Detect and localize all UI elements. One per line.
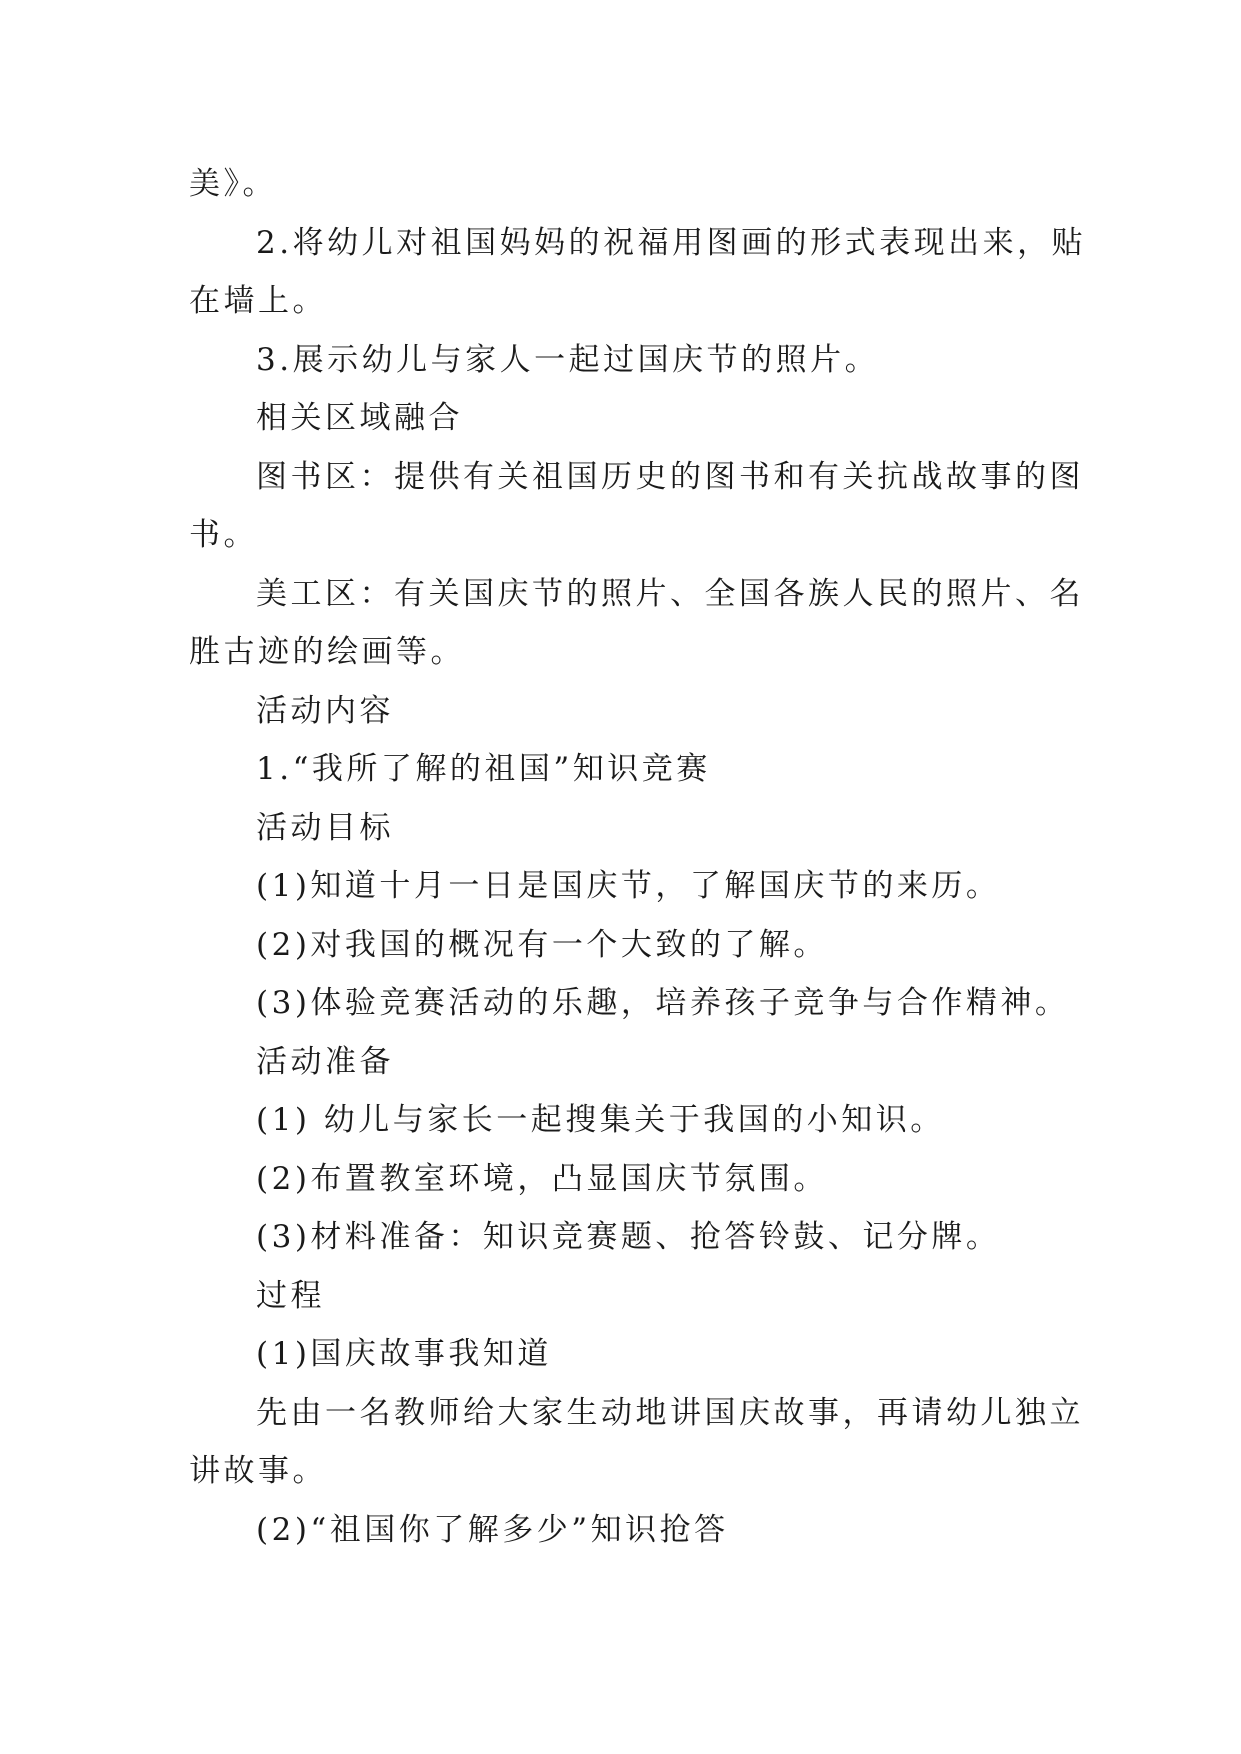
text-line: (2)布置教室环境，凸显国庆节氛围。 [256,1160,828,1197]
text-line: 3.展示幼儿与家人一起过国庆节的照片。 [256,341,880,378]
text-line: 活动准备 [256,1043,394,1080]
text-line: (3)材料准备：知识竞赛题、抢答铃鼓、记分牌。 [256,1219,1001,1255]
text-line: (1)国庆故事我知道 [256,1336,552,1372]
text-line: 过程 [256,1277,325,1314]
text-line: (1)知道十月一日是国庆节，了解国庆节的来历。 [256,868,1001,904]
text-line: 活动内容 [256,692,394,729]
text-line: 2.将幼儿对祖国妈妈的祝福用图画的形式表现出来，贴 [256,224,1087,261]
text-line: (1) 幼儿与家长一起搜集关于我国的小知识。 [256,1102,945,1138]
text-line: (3)体验竞赛活动的乐趣，培养孩子竞争与合作精神。 [256,985,1070,1021]
text-line: 胜古迹的绘画等。 [189,634,465,670]
text-line: (2)“祖国你了解多少”知识抢答 [256,1511,729,1548]
text-line: 图书区：提供有关祖国历史的图书和有关抗战故事的图 [256,458,1084,495]
text-line: 活动目标 [256,809,394,846]
text-line: 相关区域融合 [256,400,463,436]
text-line: 1.“我所了解的祖国”知识竞赛 [256,751,711,787]
text-line: 书。 [189,517,258,553]
text-line: 在墙上。 [189,283,327,319]
text-line: (2)对我国的概况有一个大致的了解。 [256,926,828,963]
text-line: 美工区：有关国庆节的照片、全国各族人民的照片、名 [256,575,1084,612]
text-line: 先由一名教师给大家生动地讲国庆故事，再请幼儿独立 [256,1394,1084,1431]
text-line: 美》。 [189,166,277,202]
text-line: 讲故事。 [189,1453,327,1489]
document-body [189,155,1087,1559]
